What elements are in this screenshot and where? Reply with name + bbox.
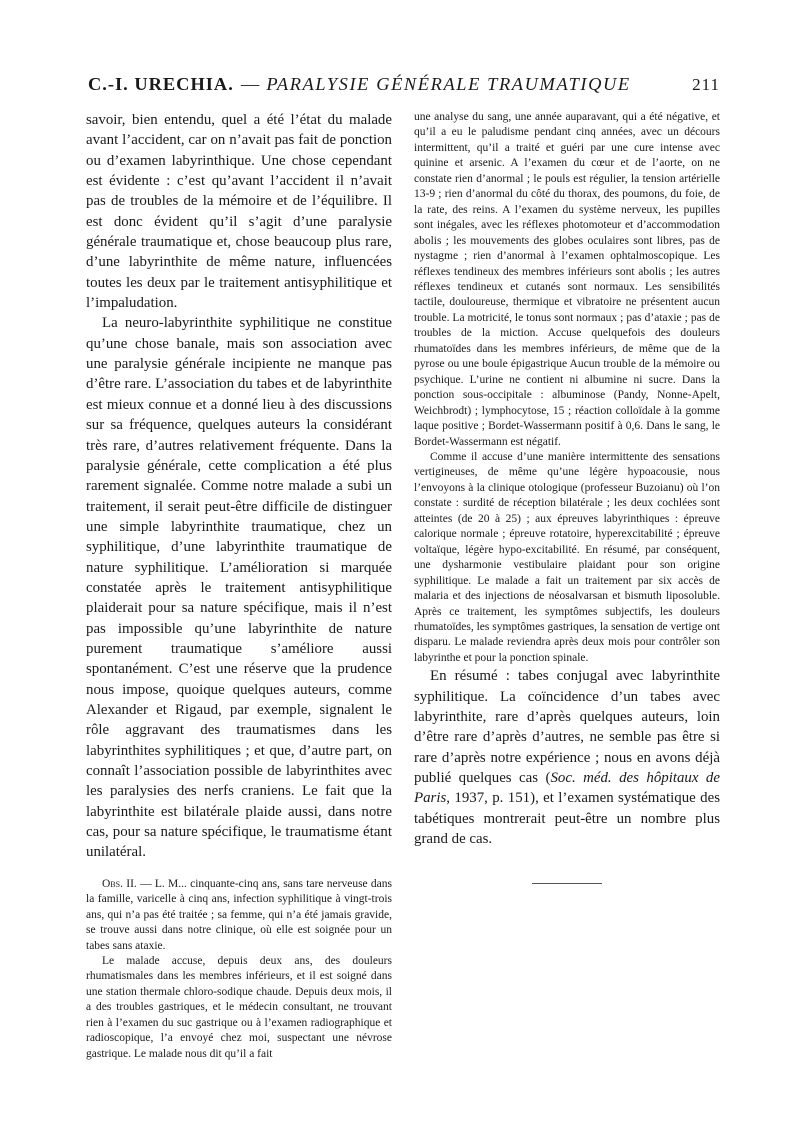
header-title: PARALYSIE GÉNÉRALE TRAUMATIQUE — [266, 74, 631, 94]
summary-citation: Soc. méd. des hôpitaux de Paris — [414, 770, 720, 807]
right-paragraph-2: Comme il accuse d’une manière intermittente des sensations vertigineuses, de même qu’une légère hypoacousie, nous l’envoyons à la clinique otologique (professeur Buzoianu) où l’on constate : surdité de réception bilatérale ; les deux cochlées sont atteintes (de 20 à 25) ; aux épreuves labyrinthiques : épreuve calorique normale ; épreuve rotatoire, hyperexcitabilité ; épreuve voltaïque, légère hypo-excitabilité. En résumé, par conséquent, une dysharmonie vestibulaire plaidant pour son origine syphilitique. Le malade a fait un traitement par six accès de malaria et des injections de néosalvarsan et bismuth liposoluble. Après ce traitement, les symptômes subjectifs, les douleurs rhumatoïdes, les symptômes gastriques, la sensation de vertige ont disparu. Le malade reviendra après deux mois pour contrôler son labyrinthe et pour la ponction spinale. — [414, 450, 720, 664]
obs-text: — L. M... cinquante-cinq ans, sans tare nerveuse dans la famille, varicelle à cinq ans, infection syphilitique à vingt-trois ans, qui n’a pas été traitée ; sa femme, qui n’a été jamais gravide, se trouve aussi dans notre clinique, où elle est soignée pour un tabes sans ataxie. — [86, 877, 393, 952]
running-header — [88, 74, 720, 104]
summary-text-start: En résumé : tabes conjugal avec labyrinthite syphilitique. La coïncidence d’un tabes avec labyrinthite, rare d’après quelques auteurs, loin d’être rare d’après d’autres, ne semble pas être si rare d’après notre expérience ; nous en avons déjà publié quelques cas ( — [414, 668, 720, 787]
right-column — [414, 110, 720, 884]
summary-paragraph — [414, 666, 720, 849]
left-column — [86, 110, 392, 1062]
running-title — [88, 74, 631, 95]
header-author: C.-I. URECHIA. — [88, 74, 234, 94]
left-paragraph-2: La neuro-labyrinthite syphilitique ne constitue qu’une chose banale, mais son association avec une paralysie générale incipiente ne manque pas d’être rare. L’association du tabes et de labyrinthite est mieux connue et a donné lieu à des discussions sur sa fréquence, quelques auteurs la considérant très rare, d’autres relativement fréquente. Dans la paralysie générale, cette complication a été plus rarement signalée. Comme notre malade a subi un traitement, il serait peut-être difficile de distinguer une simple labyrinthite traumatique, chez un syphilitique, d’une labyrinthite traumatique de nature syphilitique. L’amélioration si marquée constatée après le traitement antisyphilitique plaiderait pour sa nature spécifique, mais il n’est pas impossible qu’une labyrinthite de nature purement traumatique s’améliore aussi spontanément. C’est une réserve que la prudence nous impose, quoique quelques auteurs, comme Alexander et Rigaud, par exemple, signalent le rôle aggravant des traumatismes dans les labyrinthites syphilitiques ; et que, d’autre part, on connaît l’association possible de labyrinthites avec les paralysies des nerfs craniens. Le fait que la labyrinthite est bilatérale plaide aussi, dans notre cas, pour sa nature spécifique, le traumatisme étant unilatéral. — [86, 315, 392, 861]
header-dash: — — [240, 74, 260, 94]
left-paragraph-1: savoir, bien entendu, quel a été l’état du malade avant l’accident, car on n’avait pas fait de ponction ou d’examen labyrinthique. Une chose cependant est évidente : c’est qu’avant l’accident il n’avait pas de troubles de la mémoire et de l’équilibre. Il est donc évident qu’il s’agit d’une paralysie générale traumatique et, chose beaucoup plus rare, d’une labyrinthite de même nature, influencées toutes les deux par le traitement antisyphilitique et l’impaludation. — [86, 112, 392, 312]
summary-text-end: , 1937, p. 151), et l’examen systématique des tabétiques montrerait peut-être un nombre plus grand de cas. — [414, 790, 720, 848]
page-number: 211 — [692, 75, 720, 94]
right-paragraph-1: une analyse du sang, une année auparavant, qui a été négative, et qu’il a eu le paludisme pendant cinq années, avec un décours intermittent, qu’il a traité et guéri par une cure intense avec quinine et arsenic. A l’examen du cœur et de l’aorte, on ne constate rien d’anormal ; le pouls est régulier, la tension artérielle 13-9 ; rien d’anormal du côté du thorax, des poumons, du foie, de la rate, des reins. A l’examen du système nerveux, les pupilles sont inégales, avec les réflexes photomoteur et d’accommodation abolis ; les mouvements des globes oculaires sont libres, pas de nystagme ; rien d’anormal à l’examen ophtalmoscopique. Les réflexes tendineux des membres inférieurs sont abolis ; les autres réflexes tendineux et cutanés sont normaux. Les sensibilités tactile, douloureuse, thermique et vibratoire ne présentent aucun trouble. La motricité, le tonus sont normaux ; pas d’ataxie ; pas de troubles de la miction. Accuse quelquefois des douleurs rhumatoïdes dans les membres inférieurs, de même que de la pyrose ou une boule épigastrique Aucun trouble de la mémoire ou psychique. L’urine ne contient ni albumine ni sucre. Dans la ponction sous-occipitale : albuminose (Pandy, Nonne-Apelt, Weichbrodt) ; lymphocytose, 15 ; réaction colloïdale à la gomme laque positive ; Bordet-Wassermann positif à 0,6. Dans le sang, le Bordet-Wassermann est négatif. — [414, 111, 720, 448]
left-paragraph-4: Le malade accuse, depuis deux ans, des douleurs rhumatismales dans les membres inférieurs, et il est soigné dans une station thermale chloro-sodique chaude. Depuis deux mois, il a des troubles gastriques, et le médecin consultant, ne trouvant rien à l’examen du suc gastrique ou à l’examen radiographique et radioscopique, l’a envoyé chez moi, suspectant une névrose gastrique. Le malade nous dit qu’il a fait — [86, 954, 392, 1060]
obs-label: Obs. II. — [102, 877, 137, 890]
closing-rule — [532, 883, 602, 884]
case-intro-paragraph — [86, 877, 392, 954]
